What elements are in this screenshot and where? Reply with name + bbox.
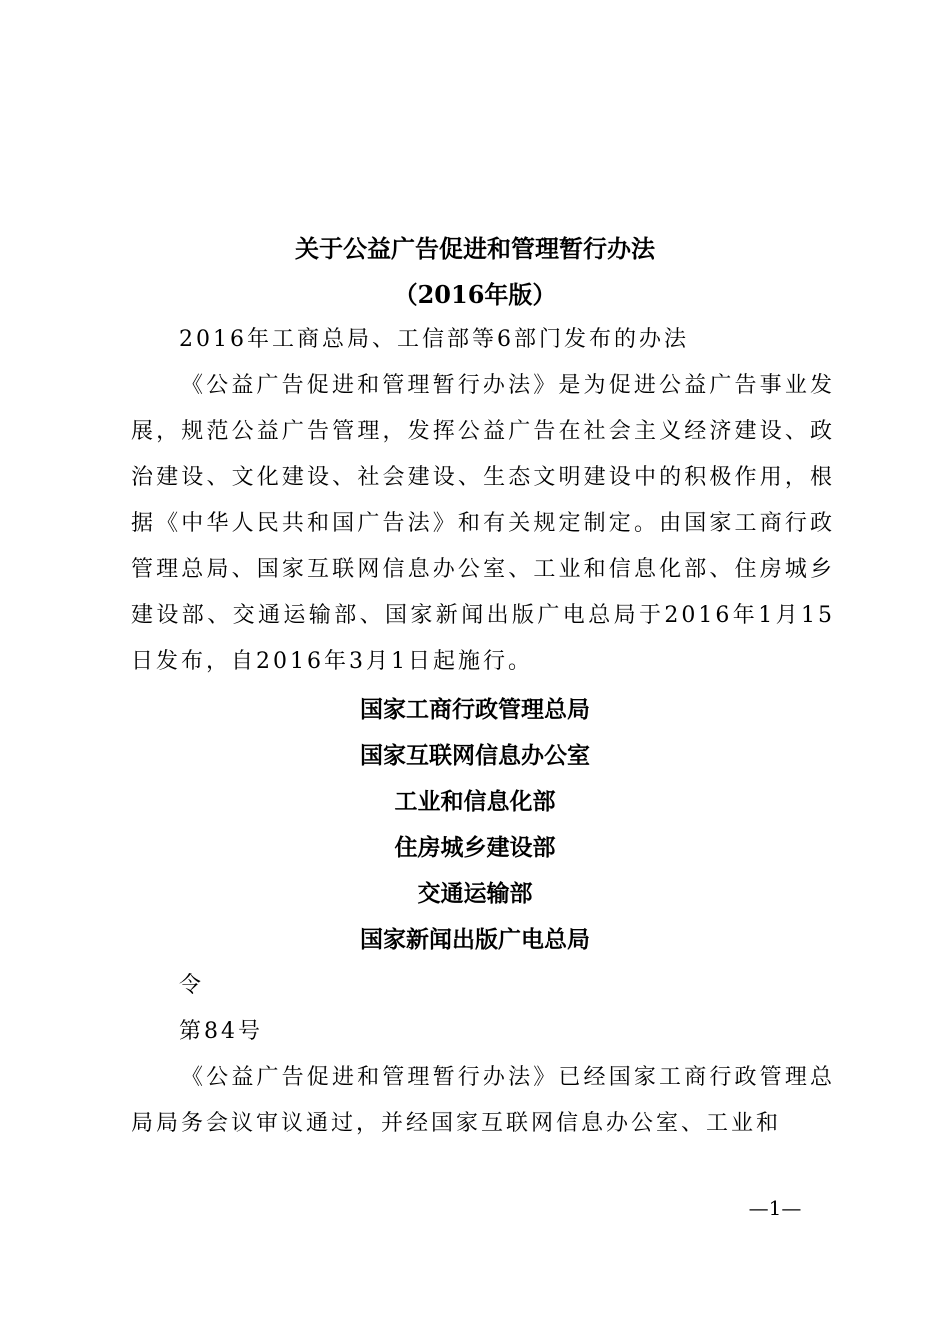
document-title: 关于公益广告促进和管理暂行办法 [295,234,655,263]
order-label: 令 [179,973,205,998]
order-number: 第84号 [179,1019,263,1044]
paragraph-2 [131,1055,835,1147]
paragraph-2-text: 《公益广告促进和管理暂行办法》已经国家工商行政管理总局局务会议审议通过，并经国家互联网信息办公室、工业和 [131,1065,835,1136]
issuer-1: 国家工商行政管理总局 [360,696,590,723]
issuer-6: 国家新闻出版广电总局 [360,926,590,953]
paragraph-1 [131,363,835,685]
paragraph-1-text: 《公益广告促进和管理暂行办法》是为促进公益广告事业发展，规范公益广告管理，发挥公益广告在社会主义经济建设、政治建设、文化建设、社会建设、生态文明建设中的积极作用，根据《中华人民共和国广告法》和有关规定制定。由国家工商行政管理总局、国家互联网信息办公室、工业和信息化部、住房城乡建设部、交通运输部、国家新闻出版广电总局于2016年1月15日发布，自2016年3月1日起施行。 [131,373,835,674]
issuer-3: 工业和信息化部 [394,788,556,815]
issuer-4: 住房城乡建设部 [394,834,556,861]
issuer-2: 国家互联网信息办公室 [360,742,590,769]
document-subtitle: （2016年版） [393,280,557,309]
intro-line: 2016年工商总局、工信部等6部门发布的办法 [179,327,689,352]
issuer-5: 交通运输部 [417,880,533,907]
page-number: —1— [748,1196,802,1220]
